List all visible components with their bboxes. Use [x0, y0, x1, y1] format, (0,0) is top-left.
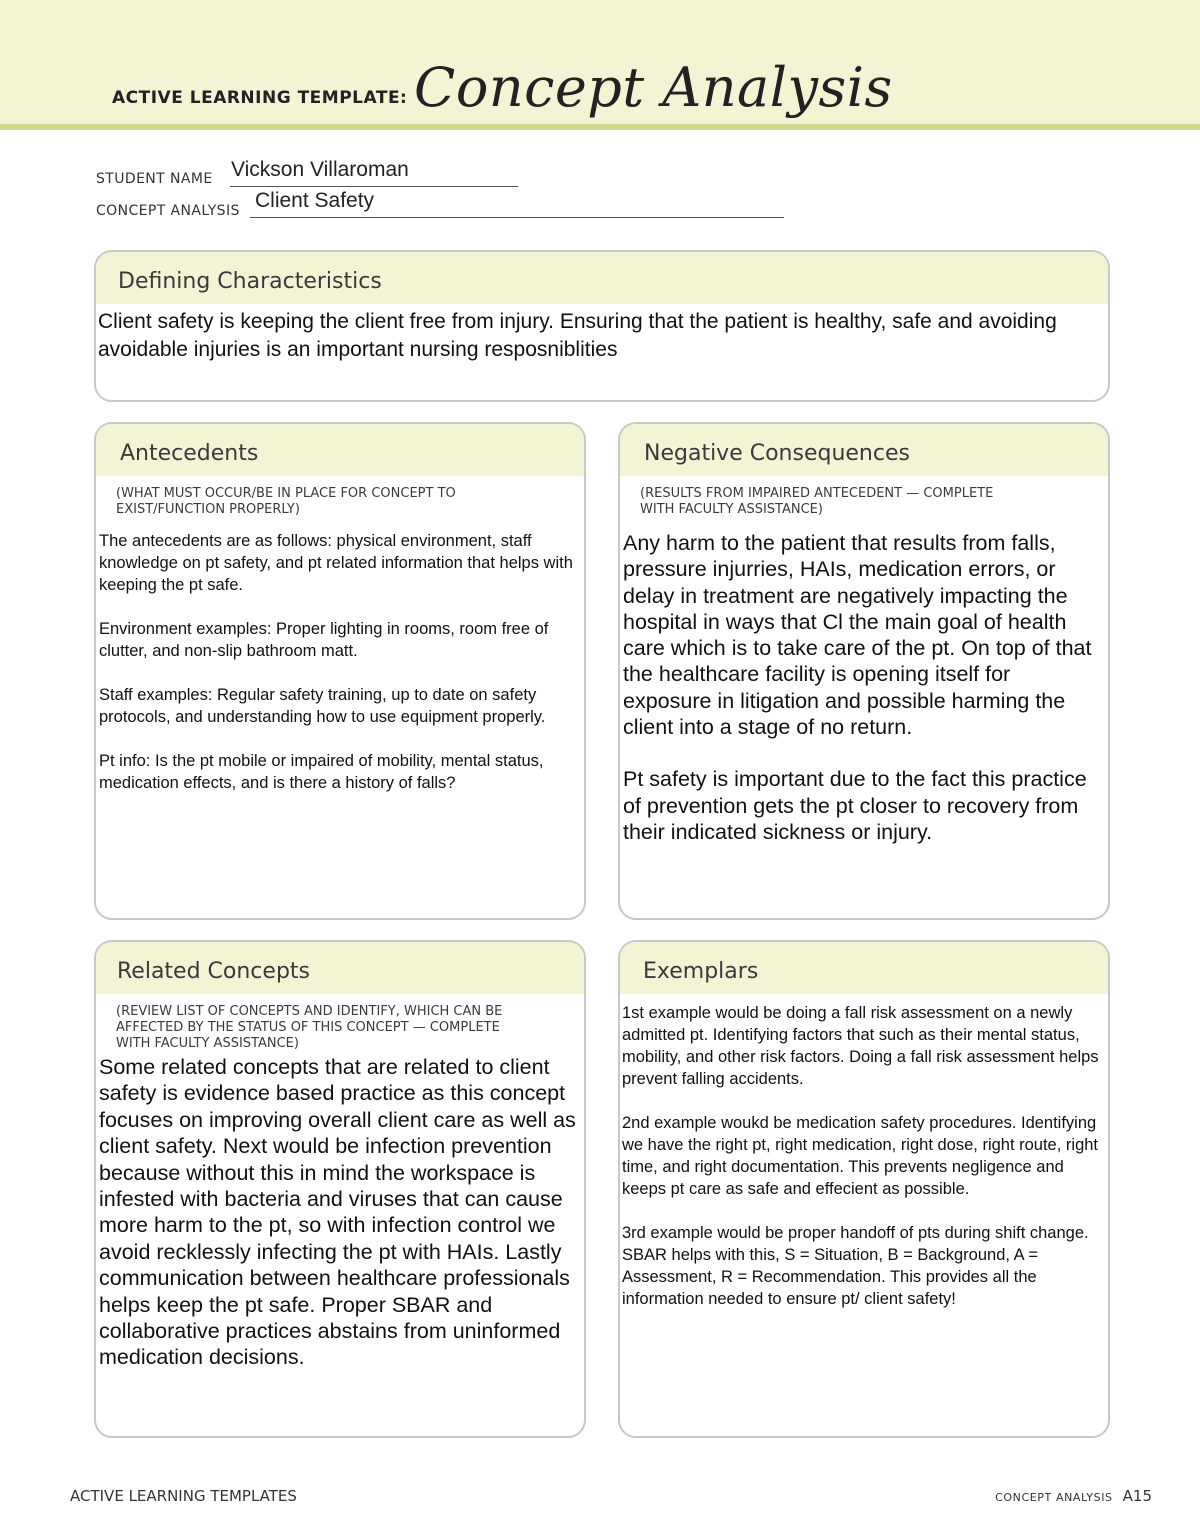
related-title: Related Concepts [117, 959, 310, 984]
negative-header [620, 424, 1108, 476]
exemplars-box [618, 940, 1110, 1438]
negative-paragraph: Pt safety is important due to the fact this practice of prevention gets the pt closer to recovery from their indicated sickness or injury. [623, 767, 1087, 844]
antecedents-paragraph: Pt info: Is the pt mobile or impaired of mobility, mental status, medication effects, and is there a history of falls? [99, 752, 544, 792]
header-rule [0, 124, 1200, 130]
concept-underline [250, 217, 784, 218]
antecedents-title: Antecedents [120, 441, 259, 466]
defining-text: Client safety is keeping the client free from injury. Ensuring that the patient is healthy, safe and avoiding avoidable injuries is an important nursing resposniblities [98, 310, 1057, 361]
footer-right [995, 1487, 1152, 1505]
antecedents-paragraph: Staff examples: Regular safety training, up to date on safety protocols, and understanding how to use equipment properly. [99, 686, 546, 726]
footer-section-label: CONCEPT ANALYSIS [995, 1491, 1113, 1504]
student-name-label: STUDENT NAME [96, 171, 213, 187]
antecedents-body [99, 530, 577, 794]
defining-title: Defining Characteristics [118, 269, 382, 294]
exemplar-paragraph: 2nd example woukd be medication safety procedures. Identifying we have the right pt, right medication, right dose, right route, right time, and right documentation. This prevents negligence and keeps pt care as safe and effecient as possible. [622, 1114, 1099, 1198]
antecedents-subtitle: (WHAT MUST OCCUR/BE IN PLACE FOR CONCEPT TO EXIST/FUNCTION PROPERLY) [116, 486, 456, 517]
template-label: ACTIVE LEARNING TEMPLATE: [112, 88, 408, 108]
related-header [96, 942, 584, 994]
antecedents-header [96, 424, 584, 476]
exemplars-body [622, 1002, 1100, 1310]
exemplars-title: Exemplars [643, 959, 759, 984]
page-number: A15 [1122, 1487, 1152, 1505]
exemplar-paragraph: 3rd example would be proper handoff of pts during shift change. SBAR helps with this, S = Situation, B = Background, A = Assessment, R = Recommendation. This provides all the information needed to ensure pt/ client safety! [622, 1224, 1089, 1308]
negative-consequences-box [618, 422, 1110, 920]
exemplars-header [620, 942, 1108, 994]
related-text: Some related concepts that are related to client safety is evidence based practice as this concept focuses on improving overall client care as well as client safety. Next would be infection prevention because without this in mind the workspace is infested with bacteria and viruses that can cause more harm to the pt, so with infection control we avoid recklessly infecting the pt with HAIs. Lastly communication between healthcare professionals helps keep the pt safe. Proper SBAR and collaborative practices abstains from uninformed medication decisions. [99, 1055, 576, 1370]
negative-paragraph: Any harm to the patient that results from falls, pressure injurries, HAIs, medication errors, or delay in treatment are negatively impacting the hospital in ways that Cl the main goal of health care which is to take care of the pt. On top of that the healthcare facility is opening itself for exposure in litigation and possible harming the client into a stage of no return. [623, 531, 1092, 740]
defining-header [96, 252, 1108, 304]
student-name-value: Vickson Villaroman [231, 158, 409, 181]
negative-title: Negative Consequences [644, 441, 910, 466]
negative-body [623, 530, 1101, 845]
antecedents-box [94, 422, 586, 920]
concept-label: CONCEPT ANALYSIS [96, 203, 240, 219]
antecedents-paragraph: Environment examples: Proper lighting in rooms, room free of clutter, and non-slip bathroom matt. [99, 620, 549, 660]
concept-value: Client Safety [255, 189, 375, 212]
exemplar-paragraph: 1st example would be doing a fall risk assessment on a newly admitted pt. Identifying factors that such as their mental status, mobility, and other risk factors. Doing a fall risk assessment helps prevent falling accidents. [622, 1004, 1099, 1088]
defining-characteristics-box [94, 250, 1110, 402]
student-name-underline [230, 186, 518, 187]
page-title: Concept Analysis [414, 56, 893, 119]
related-subtitle: (REVIEW LIST OF CONCEPTS AND IDENTIFY, WHICH CAN BE AFFECTED BY THE STATUS OF THIS CONCEPT — COMPLETE WITH FACULTY ASSISTANCE) [116, 1004, 503, 1051]
footer-left: ACTIVE LEARNING TEMPLATES [70, 1487, 297, 1505]
negative-subtitle: (RESULTS FROM IMPAIRED ANTECEDENT — COMPLETE WITH FACULTY ASSISTANCE) [640, 486, 994, 517]
related-concepts-box [94, 940, 586, 1438]
antecedents-paragraph: The antecedents are as follows: physical environment, staff knowledge on pt safety, and pt related information that helps with keeping the pt safe. [99, 532, 573, 594]
